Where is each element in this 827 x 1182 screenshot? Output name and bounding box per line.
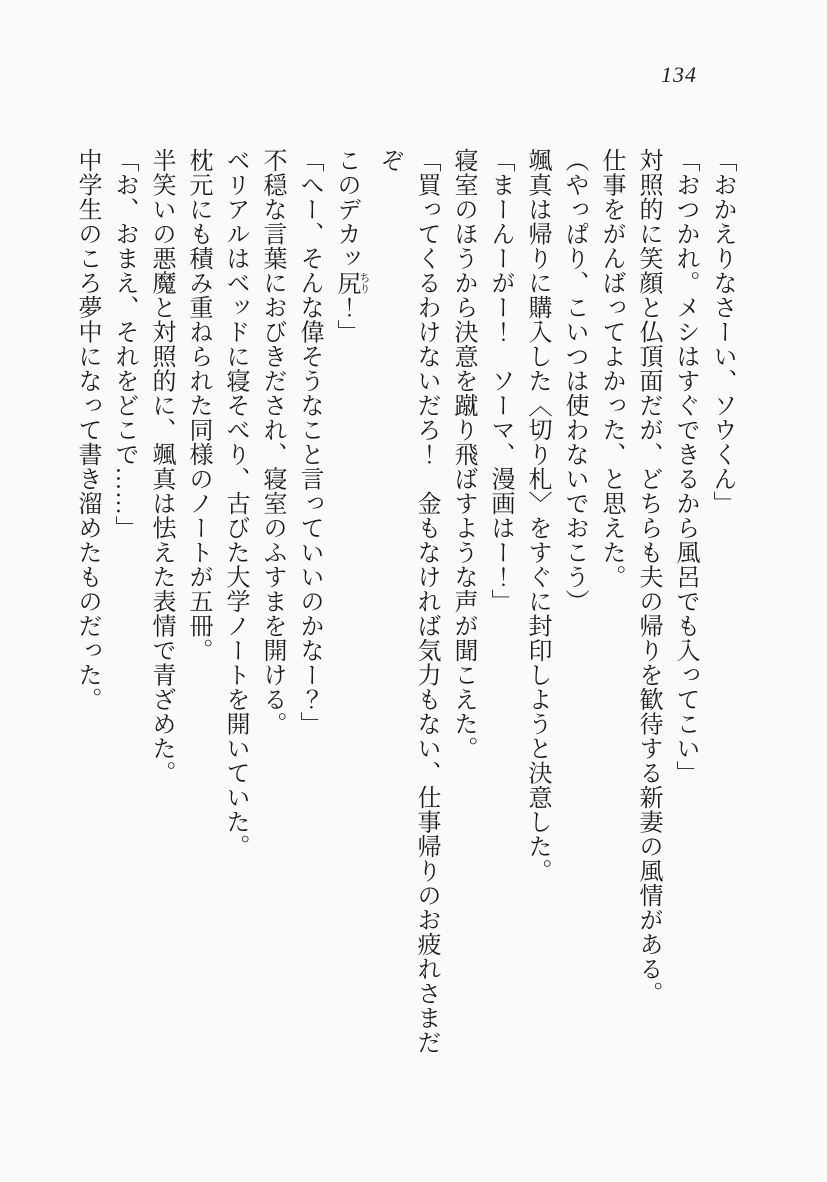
text-line: [518, 148, 555, 1068]
text-segment: 仕事をがんばってよかった、と思えた。: [598, 148, 624, 589]
text-segment: 「買ってくるわけないだろ！ 金もなければ気力もない、仕事帰りのお疲れさまだぞ: [376, 148, 439, 1055]
text-segment: 寝室のほうから決意を蹴り飛ばすような声が聞こえた。: [450, 148, 476, 761]
text-segment: 半笑いの悪魔と対照的に、颯真は怯えた表情で青ざめた。: [148, 148, 174, 785]
text-line: [703, 148, 740, 1068]
text-line: [629, 148, 666, 1068]
text-line: [253, 148, 290, 1068]
text-line: [68, 148, 105, 1068]
text-segment: （やっぱり、こいつは使わないでおこう）: [561, 148, 587, 614]
text-segment: 枕元にも積み重ねられた同様のノートが五冊。: [185, 148, 211, 663]
text-line: [370, 148, 444, 1068]
text-line: [444, 148, 481, 1068]
text-segment: 「へー、そんな偉そうなこと言っていいのかなー？」: [296, 148, 322, 736]
text-segment: ベリアルはベッドに寝そべり、古びた大学ノートを開いていた。: [222, 148, 248, 859]
vertical-text-block: [68, 148, 740, 1068]
text-segment: 不穏な言葉におびきだされ、寝室のふすまを開ける。: [259, 148, 285, 736]
text-line: [555, 148, 592, 1068]
text-line: [142, 148, 179, 1068]
text-segment: 対照的に笑顔と仏頂面だが、どちらも夫の帰りを歓待する新妻の風情がある。: [635, 148, 661, 1006]
text-line: [666, 148, 703, 1068]
text-segment: 「お、おまえ、それをどこで……」: [111, 148, 137, 540]
page-number: 134: [661, 62, 697, 87]
text-segment: 「おつかれ。メシはすぐできるから風呂でも入ってこい」: [672, 148, 698, 785]
text-line: [327, 148, 370, 1068]
text-segment: ！」: [333, 295, 359, 344]
text-line: [179, 148, 216, 1068]
text-line: [290, 148, 327, 1068]
text-line: [481, 148, 518, 1068]
furigana: ちり: [358, 270, 370, 295]
text-segment: 「おかえりなさーい、ソウくん」: [709, 148, 735, 516]
text-segment: 中学生のころ夢中になって書き溜めたものだった。: [74, 148, 100, 712]
text-segment: 「まーんーがー！ ソーマ、漫画はー！」: [487, 148, 513, 614]
text-segment: このデカッ: [333, 148, 359, 271]
text-line: [592, 148, 629, 1068]
text-line: [105, 148, 142, 1068]
text-line: [216, 148, 253, 1068]
text-segment: 颯真は帰りに購入した〈切り札〉をすぐに封印しようと決意した。: [524, 148, 550, 883]
ruby-annotated-text: 尻 ちり: [333, 270, 370, 295]
